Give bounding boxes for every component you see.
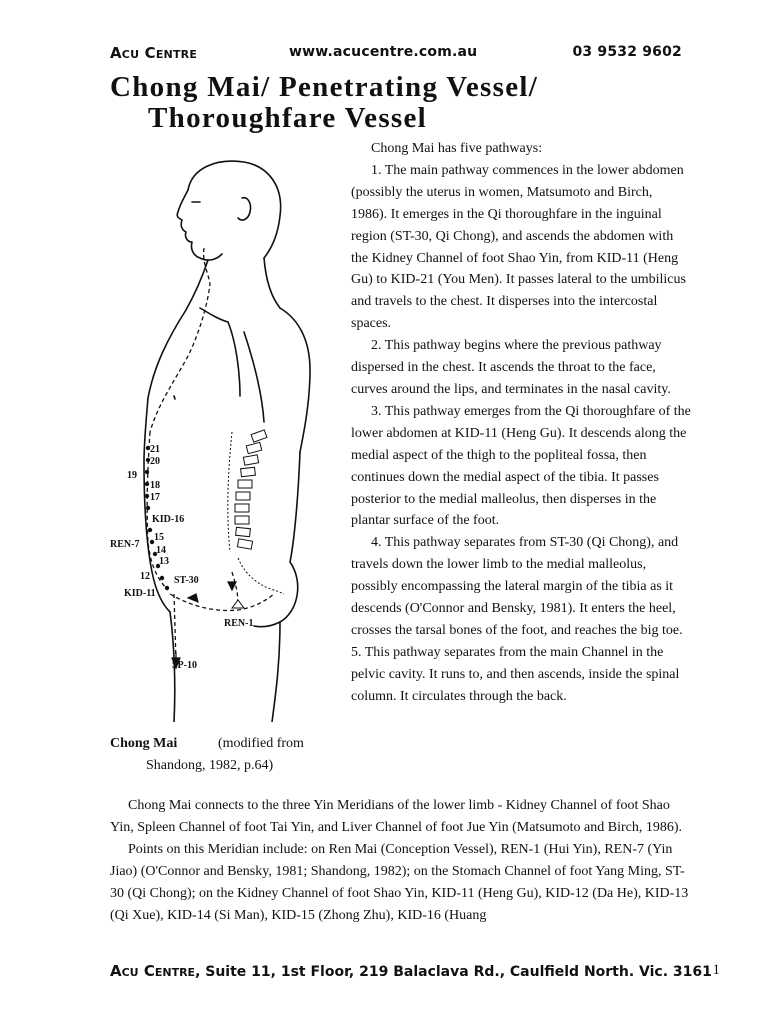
figure-caption: [110, 733, 345, 777]
label-k12: 12: [140, 571, 150, 582]
label-st30: ST-30: [174, 575, 199, 586]
label-ren7: REN-7: [110, 539, 140, 550]
label-kid11: KID-11: [124, 588, 156, 599]
title-line-1: Chong Mai/ Penetrating Vessel/: [110, 71, 539, 103]
arrowhead-inner: [228, 582, 236, 590]
face-pathway: [150, 248, 210, 432]
pathway-1: 1. The main pathway commences in the lower abdomen (possibly the uterus in women, Matsumoto and Birch, 1986). It emerges in the Qi thoroughfare in the inguinal region (ST-30, Qi Chong), and ascends the abdomen with the Kidney Channel of foot Shao Yin, from KID-11 (Heng Gu) to KID-21 (You Men). It passes lateral to the umbilicus and travels to the chest. It disperses into the intercostal spaces.: [351, 162, 686, 332]
label-ren1: REN-1: [224, 618, 254, 629]
connects-paragraph: Chong Mai connects to the three Yin Meridians of the lower limb - Kidney Channel of foot Shao Yin, Spleen Channel of foot Tai Yin, and Liver Channel of foot Jue Yin (Matsumoto and Birch, 1986).: [110, 798, 683, 835]
spine: [235, 430, 267, 549]
points-paragraph: Points on this Meridian include: on Ren Mai (Conception Vessel), REN-1 (Hui Yin), REN-7 (Yin Jiao) (O'Connor and Bensky, 1981; Shandong, 1982); on the Stomach Channel of foot Yang Ming, ST-30 (Qi Chong); on the Kidney Channel of foot Shao Yin, KID-11 (Heng Gu), KID-12 (Da He), KID-13 (Qi Xue), KID-14 (Si Man), KID-15 (Zhong Zhu), KID-16 (Huang: [110, 841, 689, 923]
label-k18: 18: [150, 480, 160, 491]
ren1-marker: [232, 600, 244, 608]
header-url[interactable]: www.acucentre.com.au: [289, 44, 478, 60]
label-kid16: KID-16: [152, 514, 185, 525]
spinal-pathway: [238, 558, 284, 594]
label-k13: 13: [159, 556, 169, 567]
header-brand: Acu Centre: [110, 44, 198, 62]
label-k19: 19: [127, 470, 137, 481]
back-line: [254, 452, 300, 627]
head-outline: [188, 161, 281, 258]
shoulder-back: [280, 308, 310, 452]
face-profile: [177, 190, 222, 260]
pathways-intro: Chong Mai has five pathways:: [371, 141, 543, 156]
footer-address-text: , Suite 11, 1st Floor, 219 Balaclava Rd., Caulfield North. Vic. 3161: [195, 964, 712, 980]
nipple: [174, 396, 175, 399]
body-text: [110, 795, 695, 926]
pathways-column: [351, 138, 691, 708]
chong-mai-figure: [104, 142, 344, 722]
label-k14: 14: [156, 545, 166, 556]
caption-title: Chong Mai: [110, 736, 178, 751]
label-sp10: SP-10: [172, 660, 197, 671]
pathway-3: 3. This pathway emerges from the Qi thoroughfare of the lower abdomen at KID-11 (Heng Gu). It descends along the medial aspect of the thigh to the popliteal fossa, then continues down the medial aspect of the tibia. It passes posterior to the medial malleolus, then disperses in the plantar surface of the foot.: [351, 403, 691, 529]
upper-arm: [244, 332, 264, 422]
arrowhead-left: [188, 594, 198, 602]
back-neck: [264, 258, 280, 308]
footer-address: [110, 964, 712, 980]
header-phone: 03 9532 9602: [572, 44, 682, 60]
ear: [238, 198, 251, 220]
caption-source: (modified from: [218, 736, 304, 751]
page-header: [110, 44, 682, 64]
label-k17: 17: [150, 492, 160, 503]
label-k15: 15: [154, 532, 164, 543]
footer-brand: Acu Centre: [110, 962, 196, 980]
page-footer: [110, 962, 720, 982]
title-line-2: Thoroughfare Vessel: [148, 102, 428, 134]
neck-front: [186, 260, 208, 310]
pathway-5: 5. This pathway separates from the main Channel in the pelvic cavity. It runs to, and then ascends, inside the spinal column. It circulates through the back.: [351, 644, 680, 704]
caption-source-line-2: Shandong, 1982, p.64): [146, 758, 274, 773]
page-title: [110, 72, 710, 134]
pathway-2: 2. This pathway begins where the previous pathway dispersed in the chest. It ascends the throat to the face, curves around the lips, and terminates in the nasal cavity.: [351, 338, 671, 397]
pelvic-pathway: [170, 594, 274, 610]
label-k20: 20: [150, 456, 160, 467]
body-illustration: [104, 142, 344, 722]
thigh-back: [272, 622, 280, 722]
arm-front: [228, 322, 240, 396]
spine-dots: [228, 432, 232, 552]
chest-front: [148, 310, 186, 398]
pathway-4: 4. This pathway separates from ST-30 (Qi Chong), and travels down the lower limb to the medial malleolus, possibly encompassing the lateral margin of the tibia as it descends (O'Connor and Bensky, 1981). It enters the heel, crosses the tarsal bones of the foot, and reaches the big toe.: [351, 535, 683, 638]
page-number: 1: [712, 962, 720, 978]
label-k21: 21: [150, 444, 160, 455]
